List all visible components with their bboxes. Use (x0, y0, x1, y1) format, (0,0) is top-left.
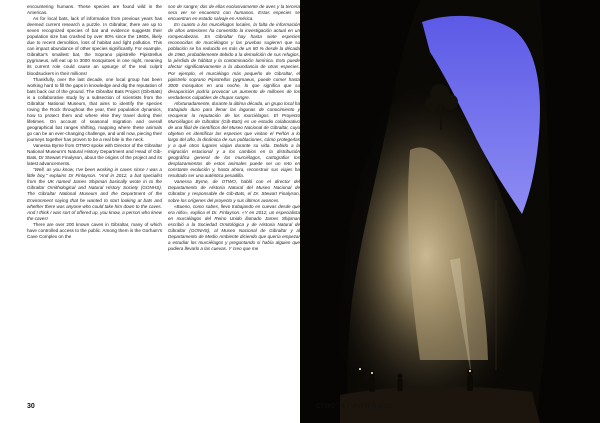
page-number: 30 (27, 403, 35, 410)
paragraph: En cuanto a los murciélagos locales, la falta de información de años anteriores ha convertido la investigación actual en un rompecabezas. En Gibraltar hay hasta siete especies reconocidas de murciélagos y las pruebas sugieren que su población se ha reducido en más de un 80 % desde la década de 1960, probablemente debido a la demolición de sus refugios, la pérdida de hábitat y la contaminación lumínica. Esto puede afectar significativamente a la abundancia de otras especies. Por ejemplo, el murciélago más pequeño de Gibraltar, el pipistrelo soprano Pipistrellus pygmaeus, puede comer hasta 3000 mosquitos en una noche, lo que significa que su desaparición podría provocar un aumento de millones de los verdaderos culpables de chupar sangre. (168, 22, 300, 100)
quote-paragraph: "Well, as you know, I've been working in caves since I was a little boy," explains Dr Finlayson. "And in 2012, a bat specialist from the UK named James Shipman basically wrote in to the Gibraltar Ornithological and Natural History Society (GONHS). The Gibraltar National Museum and the Department of the Environment saying that he wanted to start looking at bats and whether there was anyone who could take him down to the caves. And I think I was sort of offered up, you know, a person who knew the caves! (27, 167, 162, 221)
paragraph: «Bueno, como sabes, llevo trabajando en cuevas desde que era niño», explica el Dr. Finlayson. «Y en 2012, un especialista en murciélagos del Reino Unido llamado James Shipman escribió a la Sociedad Ornitológica y de Historia Natural de Gibraltar (GONHS), al Museo Nacional de Gibraltar y al Departamento de Medio Ambiente diciendo que quería empezar a estudiar los murciélagos y preguntando si había alguien que pudiera llevarlo a las cuevas. Y creo que me (168, 203, 300, 251)
spanish-column (168, 4, 300, 252)
paragraph: encountering humans. These species are found wild in the Americas. (27, 4, 162, 16)
paragraph: There are over 200 known caves in Gibraltar, many of which have controlled access to the public. Among them is the Gorham's Cave Complex on the (27, 221, 162, 239)
english-column (27, 4, 162, 240)
cave-illustration (300, 0, 600, 423)
paragraph: Thankfully, over the last decade, one local group has been working hard to fill the gaps in knowledge and dig the reputation of bats back out of the ground. The Gibraltar Bats Project (Gib-Bats) is a collaborative study by a subsection of scientists from the Gibraltar National Museum, that aims to identify the species roving the Rock throughout the year, their population dynamics, how to protect them and where else they travel during their lifetimes. On account of seasonal migration and overall geographical bat ranges shifting, mapping where these animals go can be an ever-changing challenge, and until now, piecing their journeys together has proven to be a real bite in the neck. (27, 76, 162, 143)
paragraph: Afortunadamente, durante la última década, un grupo local ha trabajado duro para llenar las lagunas de conocimiento y recuperar la reputación de los murciélagos. El Proyecto Murciélagos de Gibraltar (Gib-Bats) es un estudio colaborativo de una filial de científicos del Museo Nacional de Gibraltar, cuyo objetivo es identificar las especies que visitan el Peñón a lo largo del año, la dinámica de sus poblaciones, cómo protegerlas y a qué otros lugares viajan durante su vida. Debido a la migración estacional y a los cambios en la distribución geográfica general de los murciélagos, cartografiar los desplazamientos de estos animales puede ser un reto en constante evolución y, hasta ahora, reconstruir sus viajes ha resultado ser una auténtica pesadilla. (168, 100, 300, 179)
paragraph: Vanessa Byrne from OTWO spoke with Director of the Gibraltar National Museum's Natural History Department and Head of Gib-Bats, Dr Stewart Finalyson, about the origins of the project and its latest advancements. (27, 143, 162, 167)
paragraph: As for local bats, lack of information from previous years has deemed current research a puzzle. In Gibraltar, there are up to seven recognized species of bat and evidence suggests their population size has crashed by over 80% since the 1960s, likely due to recent demolition, loss of habitat and light pollution. This can impact abundance of other species significantly. For example, Gibraltar's smallest bat, the Soprano pipistrelle Pipistrellus pygmaeus, will eat up to 3000 mosquitoes in one night, meaning its current role could cause an upsurge of the real culprit bloodsuckers in their millions! (27, 16, 162, 76)
cave-photo (300, 0, 600, 423)
issue-footer: OTWO 74 / WINTER 2025 (316, 404, 393, 410)
paragraph: Vanessa Byrne, de OTWO, habló con el director del Departamento de Historia Natural del Museo Nacional de Gibraltar y responsable de Gib-Bats, el Dr. Stewart Finalyson, sobre los orígenes del proyecto y sus últimos avances. (168, 179, 300, 203)
paragraph: son de sangre; dos de ellas exclusivamente de aves y la tercera sera ver se encuentra con humanos. Estas especies se encuentran en estado salvaje en América. (168, 4, 300, 22)
